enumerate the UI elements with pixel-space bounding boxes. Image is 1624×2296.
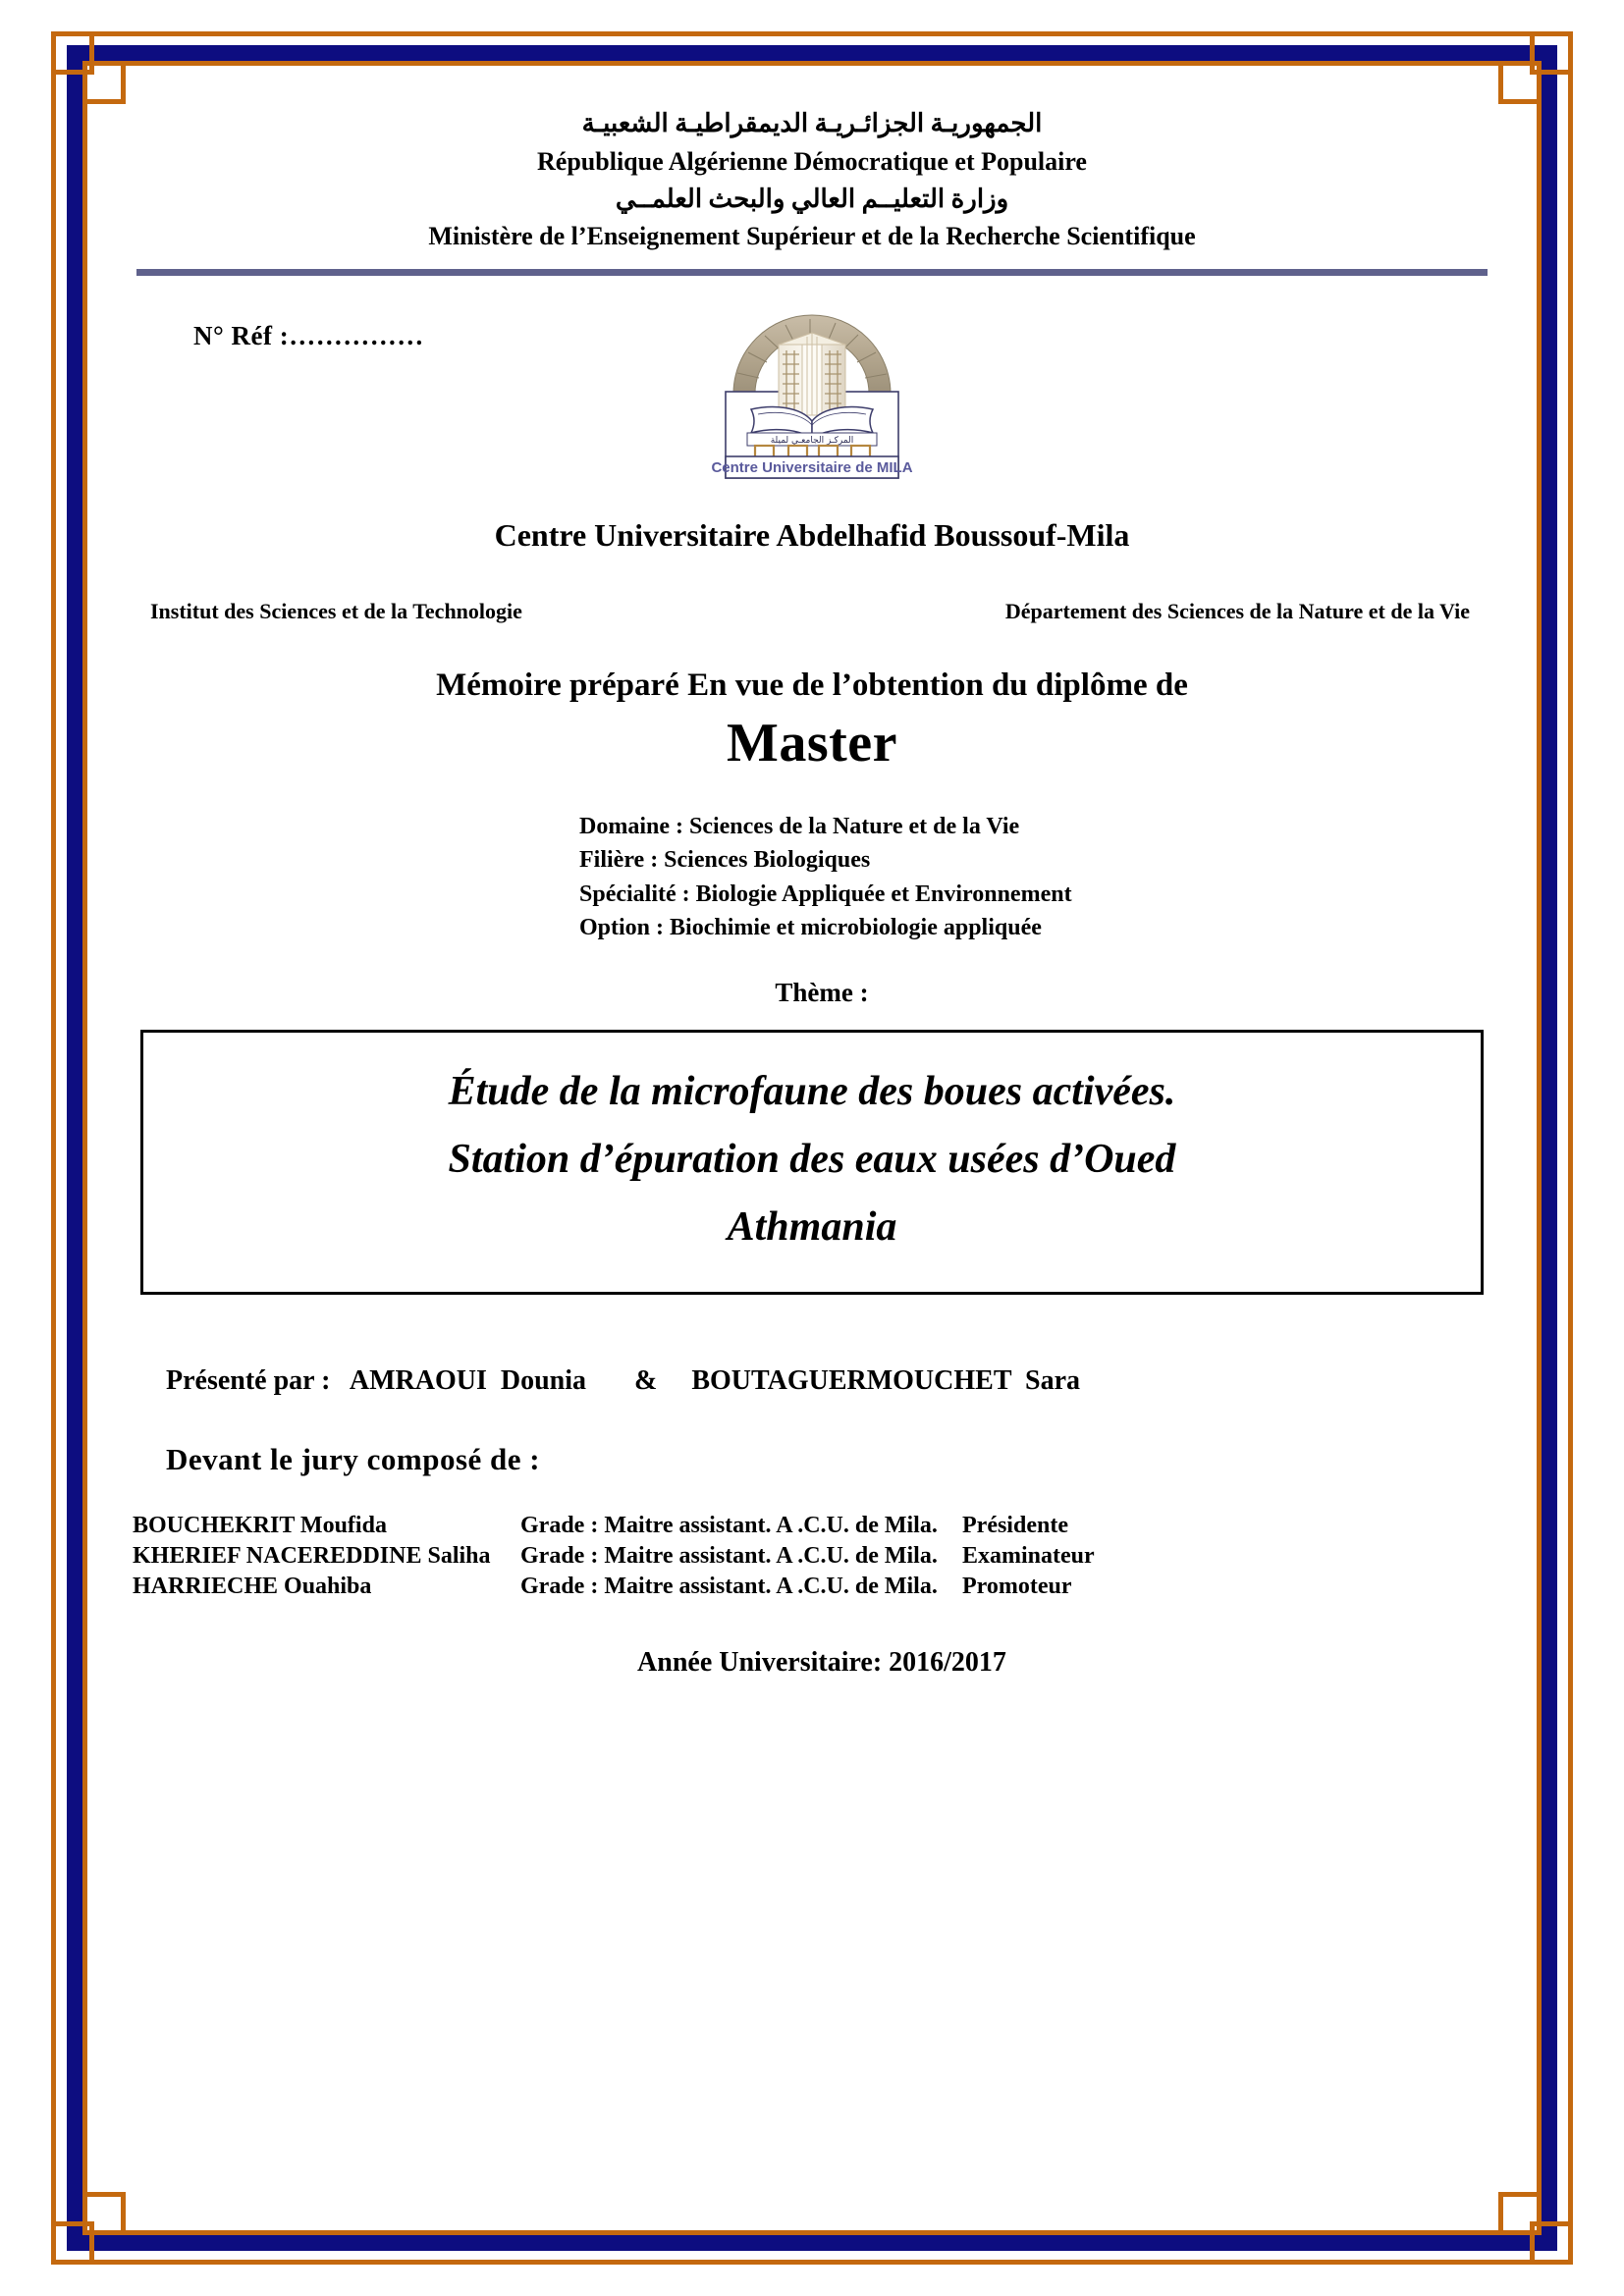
jury-table — [133, 1511, 1491, 1602]
reference-and-logo-row — [133, 276, 1491, 482]
jury-member-grade: Grade : Maitre assistant. A .C.U. de Mila. — [520, 1512, 938, 1538]
university-logo — [704, 276, 920, 482]
mila-university-logo-icon — [704, 276, 920, 482]
national-header — [133, 105, 1491, 255]
jury-member-role: Présidente — [962, 1512, 1068, 1538]
corner-square-top-right-outer — [1530, 31, 1573, 75]
jury-member-name: KHERIEF NACEREDDINE Saliha — [133, 1542, 491, 1569]
option-line: Option : Biochimie et microbiologie appliquée — [579, 914, 1042, 940]
memoire-statement: Mémoire préparé En vue de l’obtention du diplôme de — [436, 667, 1188, 704]
logo-caption-text: Centre Universitaire de MILA — [711, 459, 913, 477]
department-name: Département des Sciences de la Nature et de la Vie — [1004, 599, 1470, 624]
degree-level: Master — [726, 713, 897, 774]
jury-member-grade: Grade : Maitre assistant. A .C.U. de Mila. — [520, 1542, 938, 1569]
domaine-line: Domaine : Sciences de la Nature et de la Vie — [579, 814, 1020, 840]
corner-square-bottom-left-outer — [51, 2221, 94, 2265]
corner-square-bottom-right-outer — [1530, 2221, 1573, 2265]
thesis-title-line-3: Athmania — [727, 1204, 897, 1251]
reference-number: N° Réf :…………… — [193, 321, 424, 351]
theme-label: Thème : — [775, 977, 869, 1007]
institute-name: Institut des Sciences et de la Technologie — [150, 599, 522, 624]
academic-year: Année Universitaire: 2016/2017 — [637, 1646, 1006, 1678]
authors-line: Présenté par : AMRAOUI Dounia & BOUTAGUERMOUCHET Sara — [166, 1364, 1080, 1396]
jury-heading: Devant le jury composé de : — [166, 1441, 541, 1476]
page-content — [99, 78, 1525, 2218]
header-arabic-ministry: وزارة التعليــم العالي والبحث العلمــي — [615, 184, 1009, 213]
specialite-line: Spécialité : Biologie Appliquée et Environnement — [579, 881, 1072, 907]
jury-member-name: BOUCHEKRIT Moufida — [133, 1512, 387, 1538]
thesis-title-box — [140, 1030, 1484, 1295]
jury-member-name: HARRIECHE Ouahiba — [133, 1573, 372, 1599]
thesis-title-line-2: Station d’épuration des eaux usées d’Oued — [448, 1136, 1176, 1182]
jury-member-grade: Grade : Maitre assistant. A .C.U. de Mila. — [520, 1573, 938, 1599]
header-french-ministry: Ministère de l’Enseignement Supérieur et de la Recherche Scientifique — [428, 222, 1196, 251]
logo-book-arabic-text: المركـز الجامعـي لميلة — [770, 436, 854, 447]
institute-department-row — [133, 599, 1491, 624]
jury-member-role: Examinateur — [962, 1542, 1095, 1569]
header-arabic-republic: الجمهوريـة الجزائـريـة الديمقراطيـة الشعبيـة — [581, 109, 1043, 137]
corner-square-top-left-outer — [51, 31, 94, 75]
specialization-block — [133, 810, 1491, 943]
table-row — [133, 1511, 1491, 1541]
header-divider — [136, 269, 1488, 276]
jury-member-role: Promoteur — [962, 1573, 1072, 1599]
university-name: Centre Universitaire Abdelhafid Boussouf-Mila — [494, 517, 1130, 554]
thesis-title-line-1: Étude de la microfaune des boues activées. — [448, 1068, 1176, 1114]
table-row — [133, 1541, 1491, 1572]
table-row — [133, 1572, 1491, 1602]
filiere-line: Filière : Sciences Biologiques — [579, 847, 871, 874]
header-french-republic: République Algérienne Démocratique et Populaire — [537, 146, 1087, 176]
